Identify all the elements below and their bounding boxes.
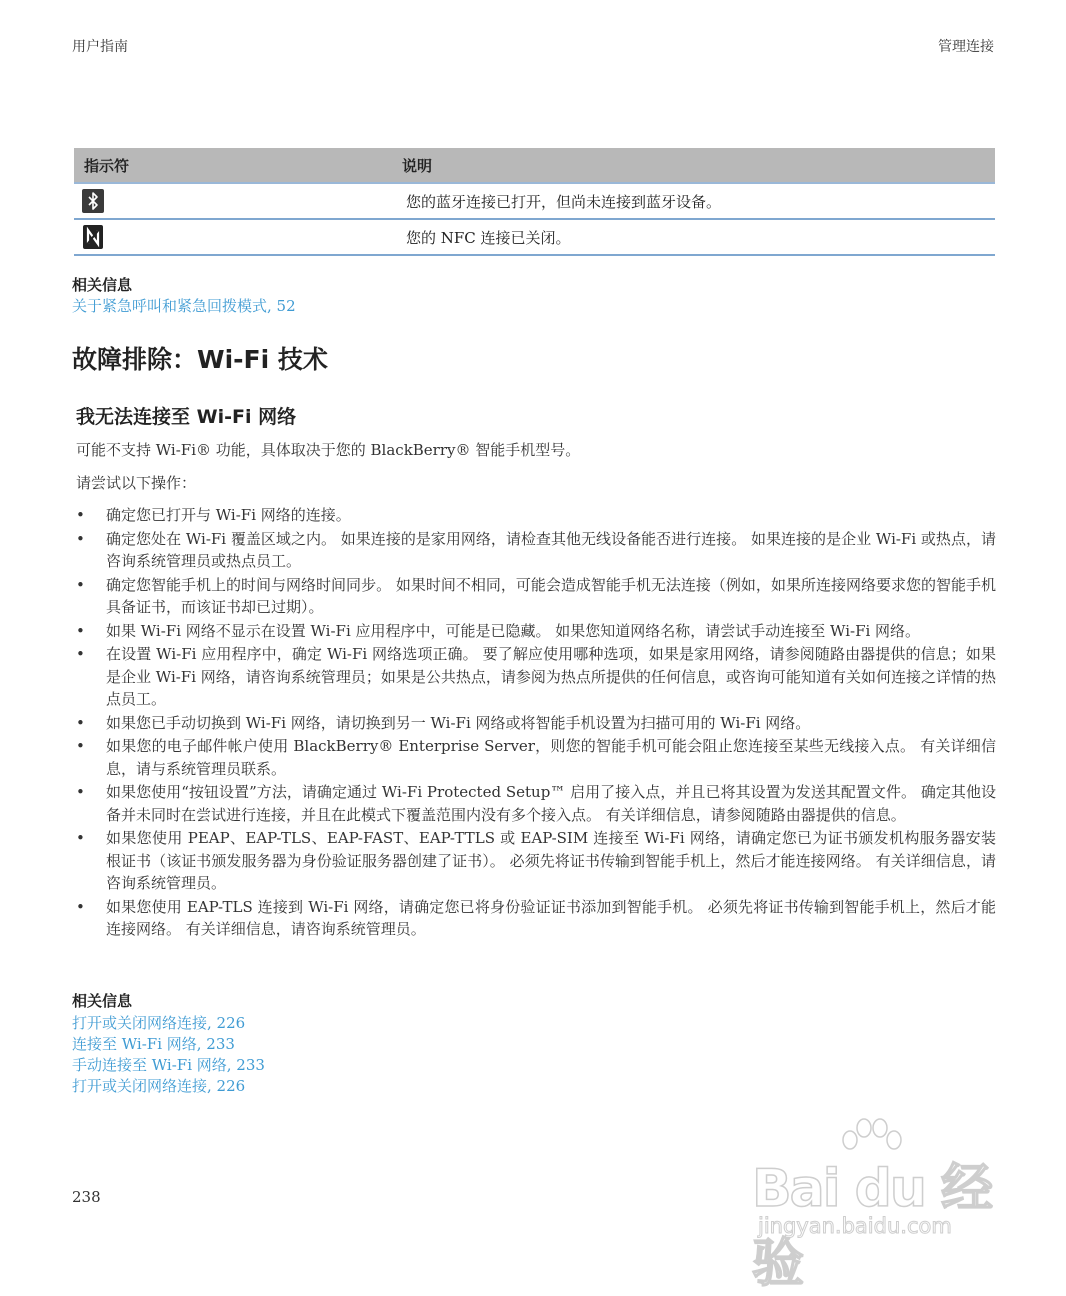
- list-item: • 如果您已手动切换到 Wi-Fi 网络，请切换到另一 Wi-Fi 网络或将智能手机设置为扫描可用的 Wi-Fi 网络。: [76, 712, 996, 735]
- header-doc-title: 用户指南: [72, 39, 128, 55]
- list-item: • 如果您使用“按钮设置”方法，请确定通过 Wi-Fi Protected Setup™ 启用了接入点，并且已将其设置为发送其配置文件。 确定其他设备并未同时在尝试进行连接，并且在此模式下覆盖范围内没有多个接入点。 有关详细信息，请参阅随路由器提供的信息。: [76, 783, 996, 824]
- bullet-mark: •: [76, 897, 85, 916]
- bullet-mark: •: [76, 713, 85, 732]
- related-link[interactable]: 连接至 Wi-Fi 网络, 233: [72, 1035, 235, 1053]
- bullet-mark: •: [76, 783, 85, 801]
- bullet-mark: •: [76, 621, 85, 640]
- related-link[interactable]: 手动连接至 Wi-Fi 网络, 233: [72, 1056, 265, 1074]
- baidu-watermark: [752, 1118, 1012, 1294]
- watermark-url: jingyan.baidu.com: [758, 1214, 952, 1238]
- table-header-description: 说明: [402, 156, 433, 175]
- intro-paragraph: 可能不支持 Wi-Fi® 功能，具体取决于您的 BlackBerry® 智能手机型号。: [76, 441, 581, 459]
- table-header: [74, 148, 995, 184]
- troubleshooting-list: [76, 504, 996, 942]
- list-item: • 如果您使用 EAP-TLS 连接到 Wi-Fi 网络，请确定您已将身份验证证书添加到智能手机。 必须先将证书传输到智能手机上，然后才能连接网络。 有关详细信息，请咨询系统管理员。: [76, 897, 996, 938]
- subsection-heading: 我无法连接至 Wi-Fi 网络: [76, 406, 297, 428]
- list-item: • 确定您已打开与 Wi-Fi 网络的连接。: [76, 504, 996, 527]
- table-header-indicator: 指示符: [84, 156, 130, 175]
- bullet-mark: •: [76, 737, 85, 755]
- list-item: • 如果您使用 PEAP、EAP-TLS、EAP-FAST、EAP-TTLS 或 EAP-SIM 连接至 Wi-Fi 网络，请确定您已为证书颁发机构服务器安装根证书（该证书颁发服务器为身份验证服务器创建了证书）。 必须先将证书传输到智能手机上，然后才能连接网络。 有关详细信息，请咨询系统管理员。: [76, 829, 996, 892]
- list-item: • 确定您智能手机上的时间与网络时间同步。 如果时间不相同，可能会造成智能手机无法连接（例如，如果所连接网络要求您的智能手机具备证书，而该证书却已过期）。: [76, 575, 996, 616]
- list-item: • 在设置 Wi-Fi 应用程序中，确定 Wi-Fi 网络选项正确。 要了解应使用哪种选项，如果是家用网络，请参阅随路由器提供的信息；如果是企业 Wi-Fi 网络，请咨询系统管理员；如果是公共热点，请参阅为热点所提供的任何信息，或咨询可能知道有关如何连接之详情的热点员工。: [76, 645, 996, 708]
- bullet-mark: •: [76, 829, 85, 847]
- bullet-mark: •: [76, 506, 85, 524]
- header-section-title: 管理连接: [938, 39, 994, 55]
- related-link[interactable]: 打开或关闭网络连接, 226: [72, 1014, 246, 1032]
- table-cell-description: 您的 NFC 连接已关闭。: [406, 228, 571, 247]
- table-row: [74, 184, 995, 220]
- table-cell-description: 您的蓝牙连接已打开，但尚未连接到蓝牙设备。: [406, 192, 722, 211]
- list-item: • 如果 Wi-Fi 网络不显示在设置 Wi-Fi 应用程序中，可能是已隐藏。 如果您知道网络名称，请尝试手动连接至 Wi-Fi 网络。: [76, 620, 996, 643]
- page-number: 238: [72, 1188, 101, 1206]
- list-item: • 如果您的电子邮件帐户使用 BlackBerry® Enterprise Server，则您的智能手机可能会阻止您连接至某些无线接入点。 有关详细信息，请与系统管理员联系。: [76, 737, 996, 778]
- related-info-title: 相关信息: [72, 992, 133, 1010]
- related-link[interactable]: 关于紧急呼叫和紧急回拨模式, 52: [72, 297, 296, 315]
- list-item: • 确定您处在 Wi-Fi 覆盖区域之内。 如果连接的是家用网络，请检查其他无线设备能否进行连接。 如果连接的是企业 Wi-Fi 或热点，请咨询系统管理员或热点员工。: [76, 529, 996, 570]
- bullet-mark: •: [76, 575, 85, 594]
- nfc-off-icon: [82, 225, 104, 249]
- indicator-table: [74, 148, 995, 256]
- related-link[interactable]: 打开或关闭网络连接, 226: [72, 1077, 246, 1095]
- table-row: [74, 220, 995, 256]
- bluetooth-icon: [82, 189, 104, 213]
- bullet-mark: •: [76, 529, 85, 548]
- instruction-paragraph: 请尝试以下操作：: [76, 474, 197, 492]
- watermark-logo-text: Bai du 经验: [752, 1159, 991, 1294]
- bullet-mark: •: [76, 645, 85, 663]
- related-info-title: 相关信息: [72, 276, 133, 294]
- section-heading: 故障排除：Wi-Fi 技术: [72, 345, 328, 374]
